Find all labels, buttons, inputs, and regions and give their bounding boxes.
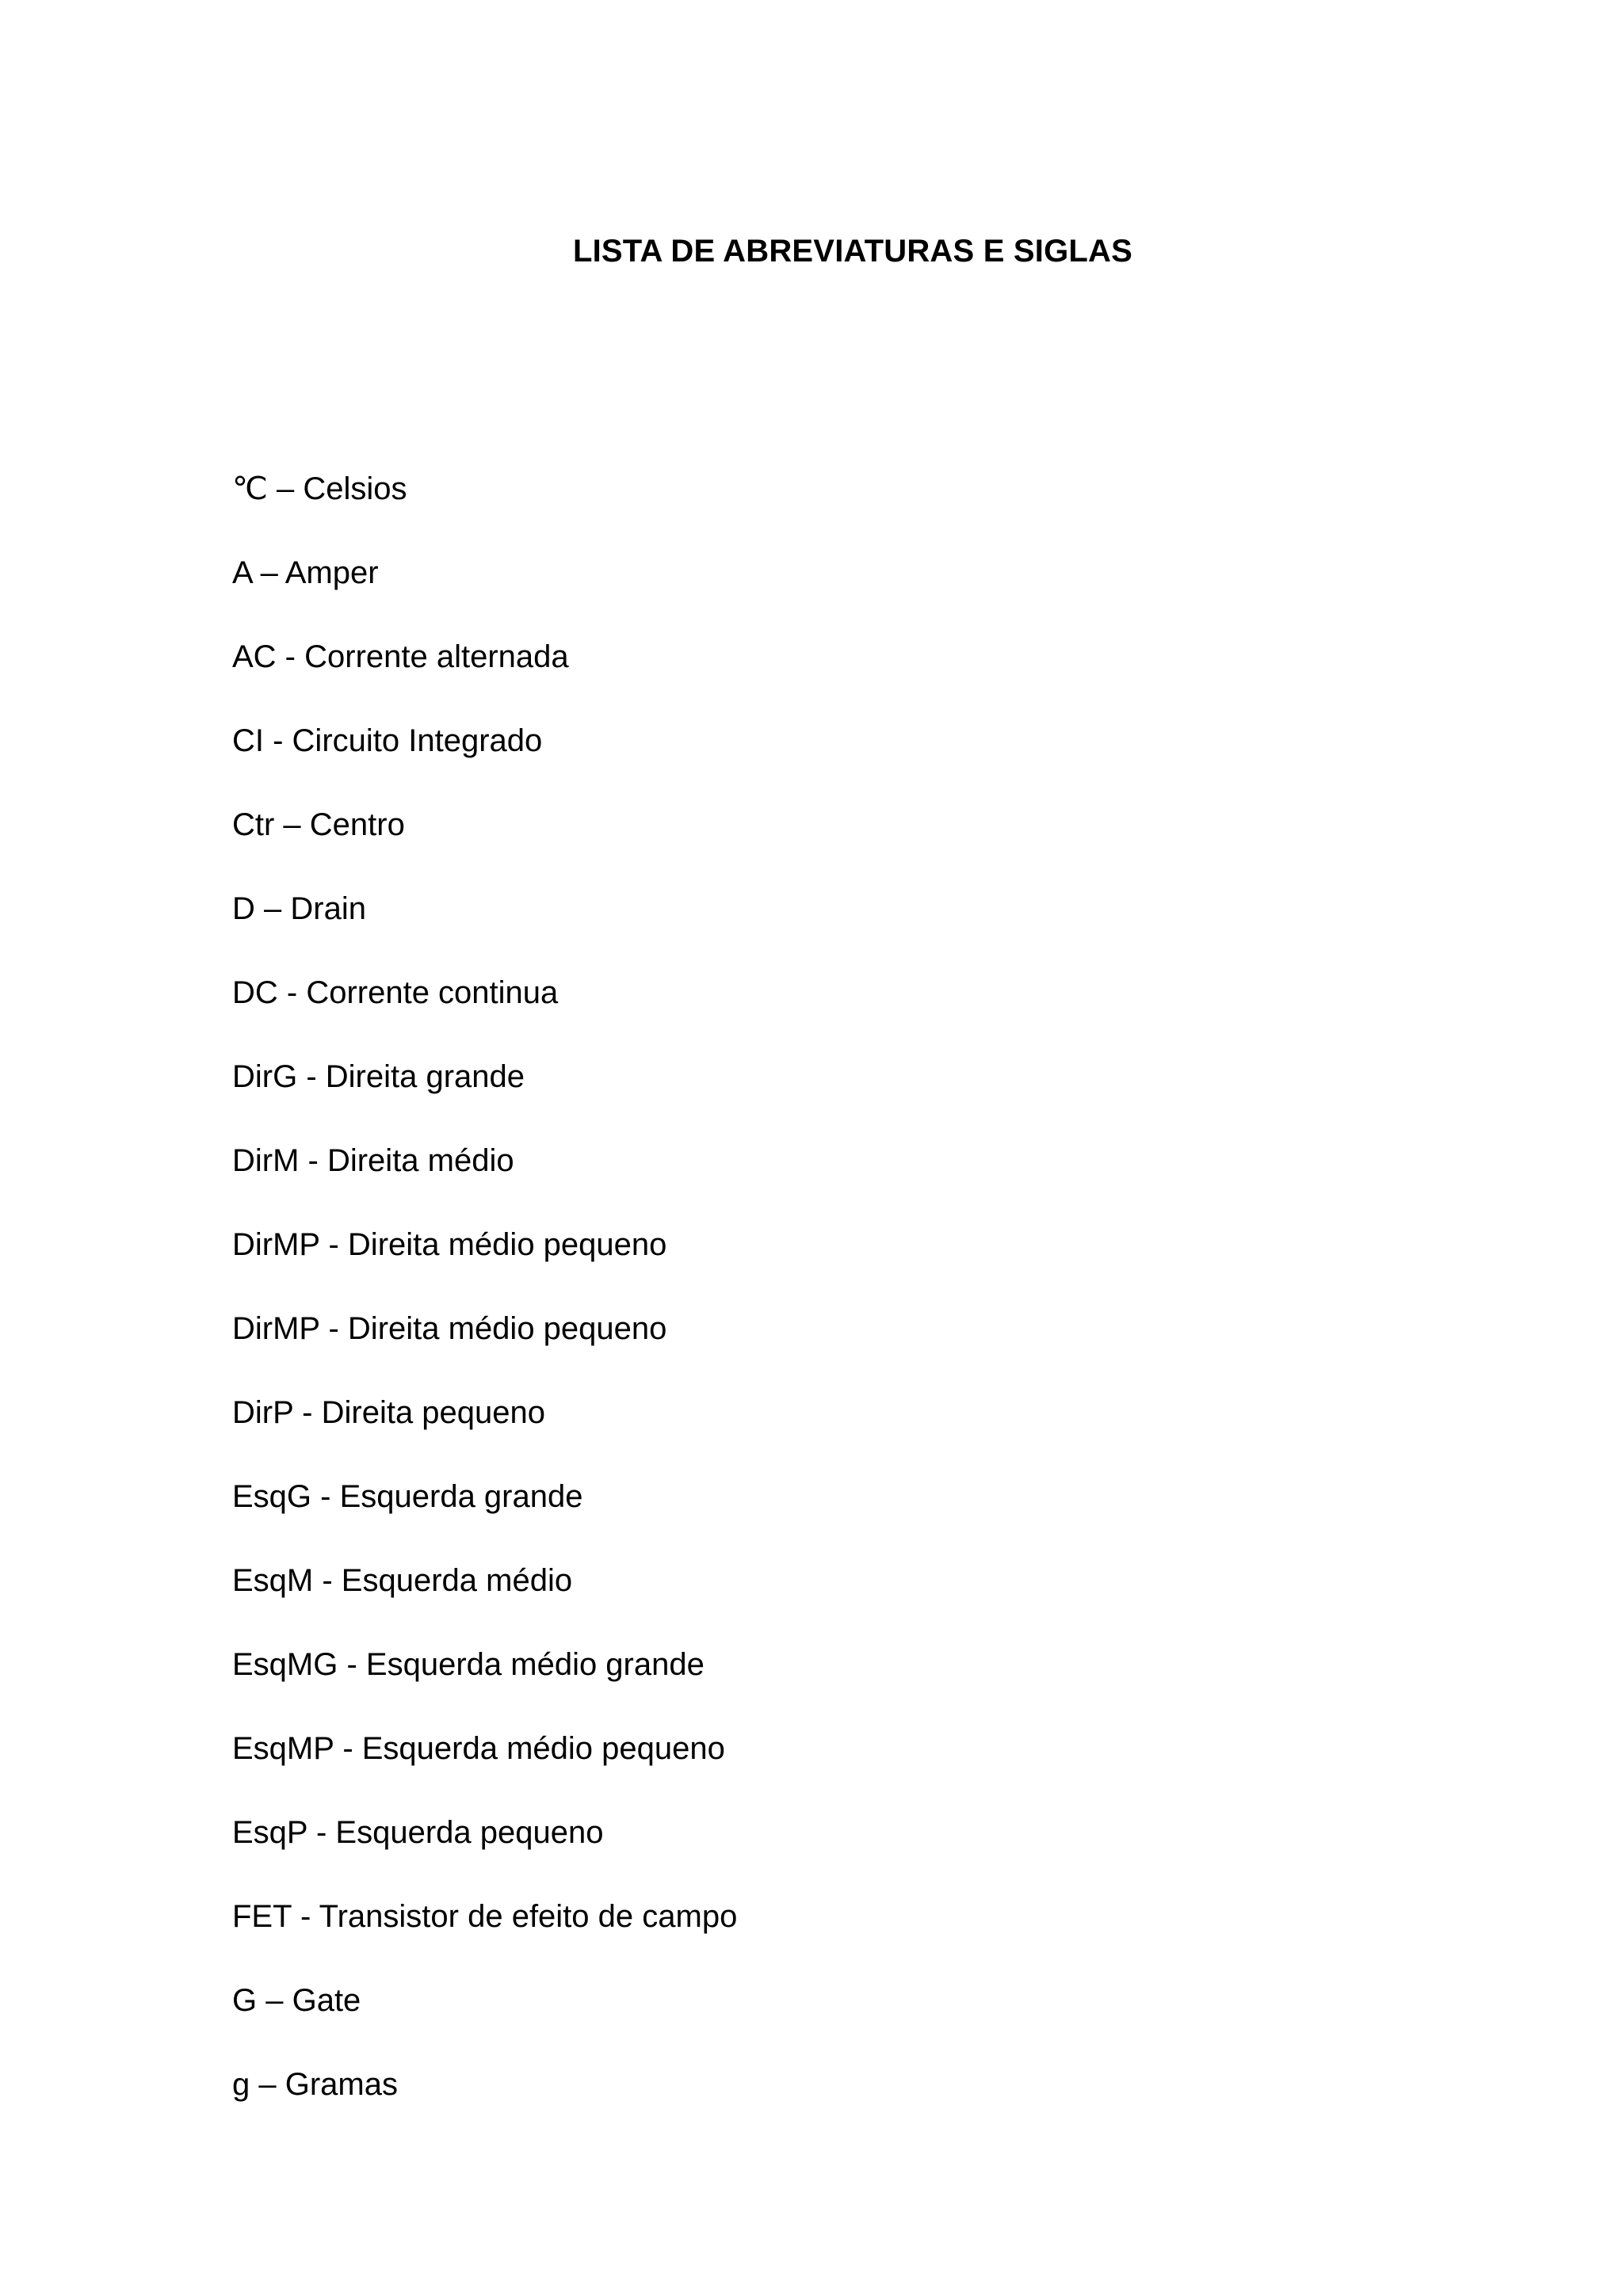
page-title: LISTA DE ABREVIATURAS E SIGLAS <box>572 234 1133 269</box>
list-item: DC - Corrente continua <box>232 975 559 1010</box>
list-item: g – Gramas <box>232 2067 398 2102</box>
list-item: DirMP - Direita médio pequeno <box>232 1311 667 1346</box>
list-item: EsqP - Esquerda pequeno <box>232 1815 604 1850</box>
list-item: AC - Corrente alternada <box>232 639 569 674</box>
abbreviation-list <box>232 470 737 2149</box>
list-item: D – Drain <box>232 891 366 926</box>
list-item: FET - Transistor de efeito de campo <box>232 1899 738 1934</box>
list-item: DirP - Direita pequeno <box>232 1395 546 1430</box>
list-item: DirM - Direita médio <box>232 1143 514 1178</box>
list-item: Ctr – Centro <box>232 807 405 842</box>
list-item: CI - Circuito Integrado <box>232 723 543 758</box>
list-item: A – Amper <box>232 555 379 590</box>
list-item: EsqMP - Esquerda médio pequeno <box>232 1731 725 1766</box>
list-item: DirG - Direita grande <box>232 1059 525 1094</box>
list-item: G – Gate <box>232 1983 361 2018</box>
list-item: EsqM - Esquerda médio <box>232 1563 573 1598</box>
list-item: EsqG - Esquerda grande <box>232 1479 583 1514</box>
list-item: EsqMG - Esquerda médio grande <box>232 1647 705 1682</box>
list-item: DirMP - Direita médio pequeno <box>232 1227 667 1262</box>
list-item: ℃ – Celsios <box>232 471 407 506</box>
